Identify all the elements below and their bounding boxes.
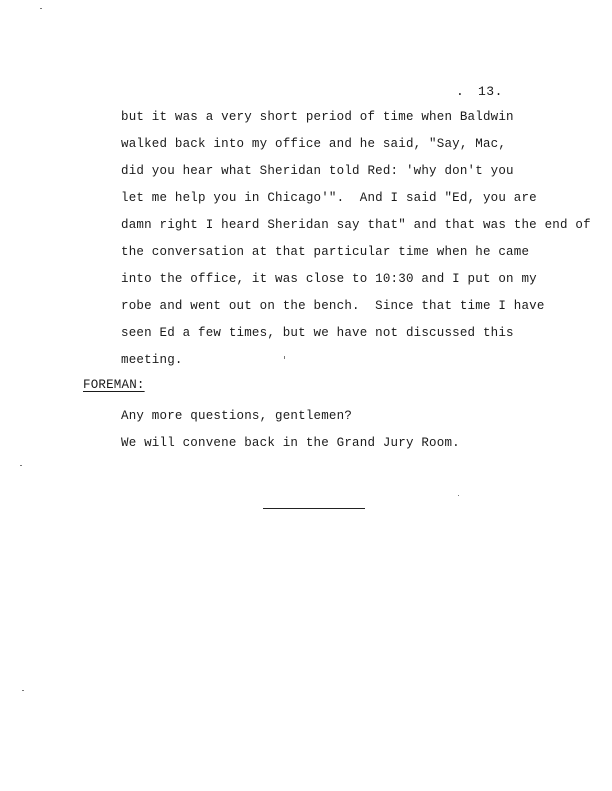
- testimony-line: damn right I heard Sheridan say that" and that was the end of: [121, 218, 591, 232]
- page-mark: .: [456, 84, 464, 99]
- foreman-line: We will convene back in the Grand Jury Room.: [121, 436, 460, 450]
- testimony-line: into the office, it was close to 10:30 and I put on my: [121, 272, 537, 286]
- scan-speck: [458, 495, 459, 496]
- testimony-line: the conversation at that particular time when he came: [121, 245, 530, 259]
- testimony-line: let me help you in Chicago'". And I said "Ed, you are: [121, 191, 537, 205]
- testimony-line: but it was a very short period of time when Baldwin: [121, 110, 514, 124]
- scan-speck: [20, 465, 22, 466]
- testimony-line: meeting.: [121, 353, 183, 367]
- end-rule: [263, 508, 365, 509]
- testimony-line: walked back into my office and he said, "Say, Mac,: [121, 137, 507, 151]
- page-number: 13.: [478, 84, 503, 99]
- testimony-line: robe and went out on the bench. Since that time I have: [121, 299, 545, 313]
- scan-speck: [40, 8, 42, 9]
- scan-speck: [22, 690, 24, 691]
- foreman-line: Any more questions, gentlemen?: [121, 409, 353, 423]
- testimony-line: did you hear what Sheridan told Red: 'why don't you: [121, 164, 514, 178]
- speaker-label: FOREMAN:: [83, 378, 145, 392]
- scan-speck: [284, 356, 285, 359]
- testimony-line: seen Ed a few times, but we have not discussed this: [121, 326, 514, 340]
